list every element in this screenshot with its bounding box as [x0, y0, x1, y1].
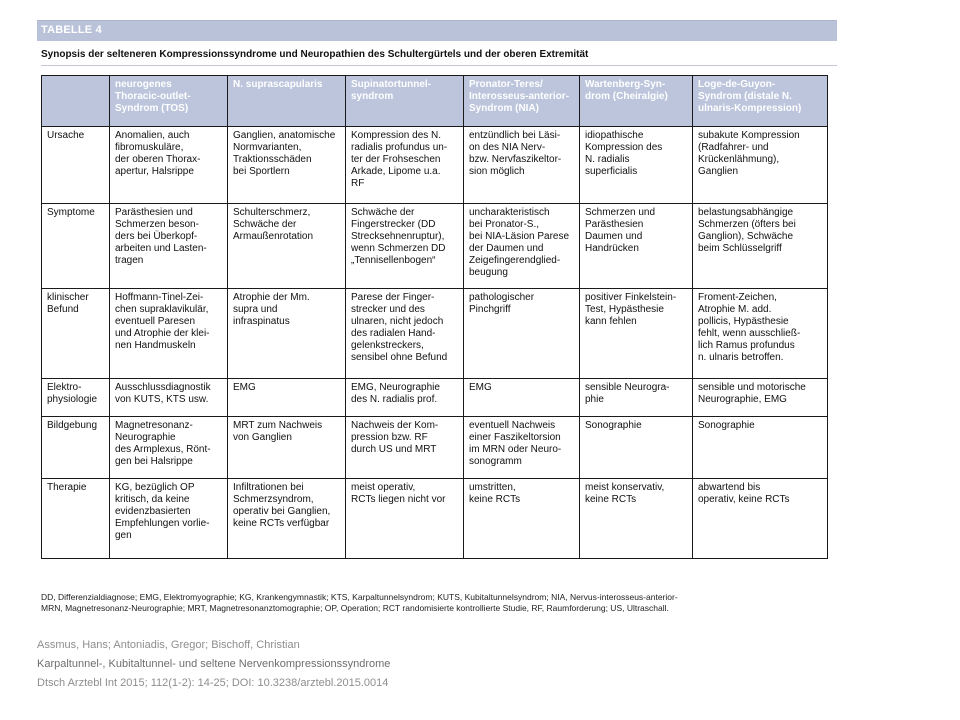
table-cell: EMG — [228, 379, 346, 417]
table-cell: Sonographie — [693, 417, 828, 479]
table-cell: Parästhesien und Schmerzen beson- ders bei Überkopf- arbeiten und Lasten- tragen — [110, 204, 228, 289]
table-cell: umstritten, keine RCTs — [464, 479, 580, 559]
row-label: klinischer Befund — [42, 289, 110, 379]
citation-source: Dtsch Arztebl Int 2015; 112(1-2): 14-25; DOI: 10.3238/arztebl.2015.0014 — [37, 677, 389, 689]
header-loge-de-guyon: Loge-de-Guyon- Syndrom (distale N. ulnaris-Kompression) — [693, 76, 828, 127]
table-row — [42, 204, 828, 289]
table-cell: uncharakteristisch bei Pronator-S., bei NIA-Läsion Parese der Daumen und Zeigefingerendglied- beugung — [464, 204, 580, 289]
row-label: Symptome — [42, 204, 110, 289]
table-cell: Atrophie der Mm. supra und infraspinatus — [228, 289, 346, 379]
table-cell: Froment-Zeichen, Atrophie M. add. pollicis, Hypästhesie fehlt, wenn ausschließ- lich Ramus profundus n. ulnaris betroffen. — [693, 289, 828, 379]
table-cell: meist konservativ, keine RCTs — [580, 479, 693, 559]
row-label: Elektro- physiologie — [42, 379, 110, 417]
table-label: TABELLE 4 — [41, 24, 102, 36]
table-row — [42, 127, 828, 204]
citation-authors: Assmus, Hans; Antoniadis, Gregor; Bischoff, Christian — [37, 639, 300, 651]
table-cell: Ganglien, anatomische Normvarianten, Traktionsschäden bei Sportlern — [228, 127, 346, 204]
row-label: Bildgebung — [42, 417, 110, 479]
figure-header-strip — [37, 21, 837, 41]
table-cell: Anomalien, auch fibromuskuläre, der oberen Thorax- apertur, Halsrippe — [110, 127, 228, 204]
footnote-line: MRN, Magnetresonanz-Neurographie; MRT, Magnetresonanztomographie; OP, Operation; RCT randomisierte kontrollierte Studie, RF, Raumforderung; US, Ultraschall. — [41, 603, 669, 613]
table-cell: KG, bezüglich OP kritisch, da keine evidenzbasierten Empfehlungen vorlie- gen — [110, 479, 228, 559]
table-row — [42, 289, 828, 379]
citation — [37, 636, 390, 693]
table-cell: Sonographie — [580, 417, 693, 479]
table-cell: positiver Finkelstein- Test, Hypästhesie kann fehlen — [580, 289, 693, 379]
table-header-row — [42, 76, 828, 127]
table-cell: EMG — [464, 379, 580, 417]
table-cell: Ausschlussdiagnostik von KUTS, KTS usw. — [110, 379, 228, 417]
table-figure — [37, 20, 837, 613]
table-cell: abwartend bis operativ, keine RCTs — [693, 479, 828, 559]
table-row — [42, 379, 828, 417]
header-pronator-teres: Pronator-Teres/ Interosseus-anterior- Syndrom (NIA) — [464, 76, 580, 127]
table-cell: MRT zum Nachweis von Ganglien — [228, 417, 346, 479]
header-wartenberg: Wartenberg-Syn- drom (Cheiralgie) — [580, 76, 693, 127]
table-cell: Nachweis der Kom- pression bzw. RF durch US und MRT — [346, 417, 464, 479]
table-cell: Infiltrationen bei Schmerzsyndrom, operativ bei Ganglien, keine RCTs verfügbar — [228, 479, 346, 559]
title-divider — [41, 65, 837, 66]
table-cell: Parese der Finger- strecker und des ulnaren, nicht jedoch des radialen Hand- gelenkstreckers, sensibel ohne Befund — [346, 289, 464, 379]
table-cell: EMG, Neurographie des N. radialis prof. — [346, 379, 464, 417]
table-cell: meist operativ, RCTs liegen nicht vor — [346, 479, 464, 559]
footnote-line: DD, Differenzialdiagnose; EMG, Elektromyographie; KG, Krankengymnastik; KTS, Karpaltunnelsyndrom; KUTS, Kubitaltunnelsyndrom; NIA, Nervus-interosseus-anterior- — [41, 592, 678, 602]
header-tos: neurogenes Thoracic-outlet- Syndrom (TOS) — [110, 76, 228, 127]
table-cell: belastungsabhängige Schmerzen (öfters bei Ganglion), Schwäche beim Schlüsselgriff — [693, 204, 828, 289]
table-cell: eventuell Nachweis einer Faszikeltorsion im MRN oder Neuro- sonogramm — [464, 417, 580, 479]
table-title: Synopsis der selteneren Kompressionssyndrome und Neuropathien des Schultergürtels und der oberen Extremität — [41, 49, 589, 60]
row-label: Therapie — [42, 479, 110, 559]
row-label: Ursache — [42, 127, 110, 204]
table-cell: Schulterschmerz, Schwäche der Armaußenrotation — [228, 204, 346, 289]
table-cell: sensible und motorische Neurographie, EMG — [693, 379, 828, 417]
table-row — [42, 479, 828, 559]
header-supinatortunnel: Supinatortunnel- syndrom — [346, 76, 464, 127]
table-cell: Schmerzen und Parästhesien Daumen und Handrücken — [580, 204, 693, 289]
table-cell: Kompression des N. radialis profundus un- ter der Frohseschen Arkade, Lipome u.a. RF — [346, 127, 464, 204]
table-cell: Schwäche der Fingerstrecker (DD Strecksehnenruptur), wenn Schmerzen DD „Tennisellenbogen“ — [346, 204, 464, 289]
table-footnote — [41, 592, 837, 614]
table-cell: Hoffmann-Tinel-Zei- chen supraklavikulär, eventuell Paresen und Atrophie der klei- nen Handmuskeln — [110, 289, 228, 379]
table-cell: subakute Kompression (Radfahrer- und Krückenlähmung), Ganglien — [693, 127, 828, 204]
citation-title: Karpaltunnel-, Kubitaltunnel- und seltene Nervenkompressionssyndrome — [37, 658, 391, 670]
table-cell: entzündlich bei Läsi- on des NIA Nerv- bzw. Nervfaszikeltor- sion möglich — [464, 127, 580, 204]
table-cell: pathologischer Pinchgriff — [464, 289, 580, 379]
header-corner-cell — [42, 76, 110, 127]
table-cell: sensible Neurogra- phie — [580, 379, 693, 417]
table-cell: Magnetresonanz- Neurographie des Armplexus, Rönt- gen bei Halsrippe — [110, 417, 228, 479]
header-suprascapularis: N. suprascapularis — [228, 76, 346, 127]
synopsis-table — [41, 75, 828, 559]
table-cell: idiopathische Kompression des N. radialis superficialis — [580, 127, 693, 204]
table-row — [42, 417, 828, 479]
